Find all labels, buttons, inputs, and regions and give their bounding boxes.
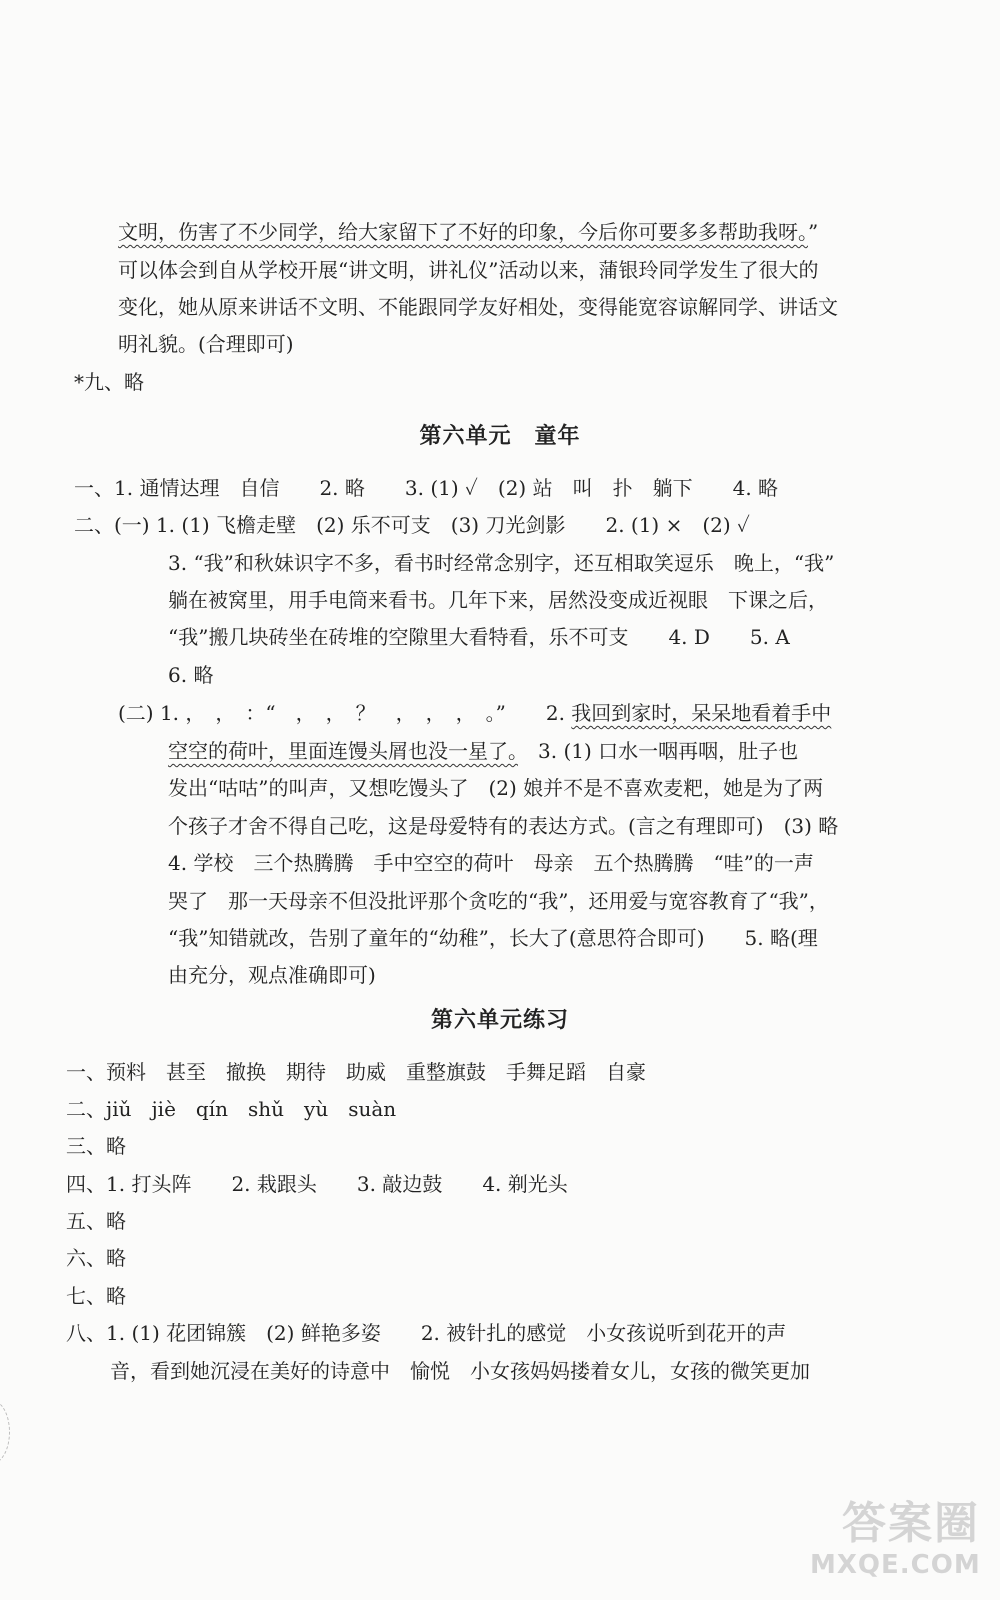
answer-line: 可以体会到自从学校开展“讲文明，讲礼仪”活动以来，蒲银玲同学发生了很大的 xyxy=(118,258,819,282)
watermark-logo: 答案圈 MXQE.COM xyxy=(810,1498,981,1580)
section-heading: 第六单元 童年 xyxy=(419,424,581,449)
answer-line: 空空的荷叶，里面连馒头屑也没一星了。 3. (1) 口水一咽再咽，肚子也 xyxy=(168,739,799,763)
underlined-text: 我回到家时，呆呆地看着手中 xyxy=(571,701,832,725)
answer-line: 音，看到她沉浸在美好的诗意中 愉悦 小女孩妈妈搂着女儿，女孩的微笑更加 xyxy=(110,1359,810,1383)
answer-line: 哭了 那一天母亲不但没批评那个贪吃的“我”，还用爱与宽容教育了“我”， xyxy=(168,889,829,913)
answer-line: 七、略 xyxy=(66,1284,126,1308)
underlined-text: 空空的荷叶，里面连馒头屑也没一星了。 xyxy=(168,739,518,763)
answer-line: 变化，她从原来讲话不文明、不能跟同学友好相处，变得能宽容谅解同学、讲话文 xyxy=(118,295,838,319)
answer-line: 二、(一) 1. (1) 飞檐走壁 (2) 乐不可支 (3) 刀光剑影 2. (1) × (2) ✓ xyxy=(74,513,750,537)
answer-line: 个孩子才舍不得自己吃，这是母爱特有的表达方式。(言之有理即可) (3) 略 xyxy=(168,814,839,838)
section-heading: 第六单元练习 xyxy=(430,1008,569,1033)
answer-line: 八、1. (1) 花团锦簇 (2) 鲜艳多姿 2. 被针扎的感觉 小女孩说听到花开的声 xyxy=(66,1321,787,1345)
answer-line: (二) 1. ， ， ：“ ， ， ？ ， ， ， 。” 2. 我回到家时，呆呆地看着手中 xyxy=(118,701,832,725)
answer-line: 一、1. 通情达理 自信 2. 略 3. (1) ✓ (2) 站 叫 扑 躺下 4. 略 xyxy=(74,476,779,500)
answer-line: *九、略 xyxy=(74,370,144,394)
binding-hole xyxy=(0,1400,10,1464)
answer-line: 四、1. 打头阵 2. 栽跟头 3. 敲边鼓 4. 剃光头 xyxy=(66,1172,568,1196)
answer-line: 二、jiǔ jiè qín shǔ yù suàn xyxy=(66,1097,397,1121)
answer-line: 躺在被窝里，用手电筒来看书。几年下来，居然没变成近视眼 下课之后， xyxy=(168,588,828,612)
answer-line: 由充分，观点准确即可) xyxy=(168,963,376,987)
answer-line: 三、略 xyxy=(66,1134,126,1158)
answer-line: 五、略 xyxy=(66,1209,126,1233)
answer-line: “我”搬几块砖坐在砖堆的空隙里大看特看，乐不可支 4. D 5. A xyxy=(168,625,790,649)
answer-line: 明礼貌。(合理即可) xyxy=(118,332,294,356)
answer-line: 3. “我”和秋妹识字不多，看书时经常念别字，还互相取笑逗乐 晚上，“我” xyxy=(168,551,835,575)
answer-line: 文明，伤害了不少同学，给大家留下了不好的印象，今后你可要多多帮助我呀。” xyxy=(118,220,819,244)
answer-line: 6. 略 xyxy=(168,663,214,687)
underlined-text: 文明，伤害了不少同学，给大家留下了不好的印象，今后你可要多多帮助我呀。 xyxy=(118,220,808,244)
answer-line: 一、预料 甚至 撤换 期待 助威 重整旗鼓 手舞足蹈 自豪 xyxy=(66,1060,646,1084)
answer-line: 发出“咕咕”的叫声，又想吃馒头了 (2) 娘并不是不喜欢麦粑，她是为了两 xyxy=(168,776,824,800)
answer-line: 4. 学校 三个热腾腾 手中空空的荷叶 母亲 五个热腾腾 “哇”的一声 xyxy=(168,851,814,875)
answer-line: “我”知错就改，告别了童年的“幼稚”，长大了(意思符合即可) 5. 略(理 xyxy=(168,926,818,950)
answer-line: 六、略 xyxy=(66,1246,126,1270)
